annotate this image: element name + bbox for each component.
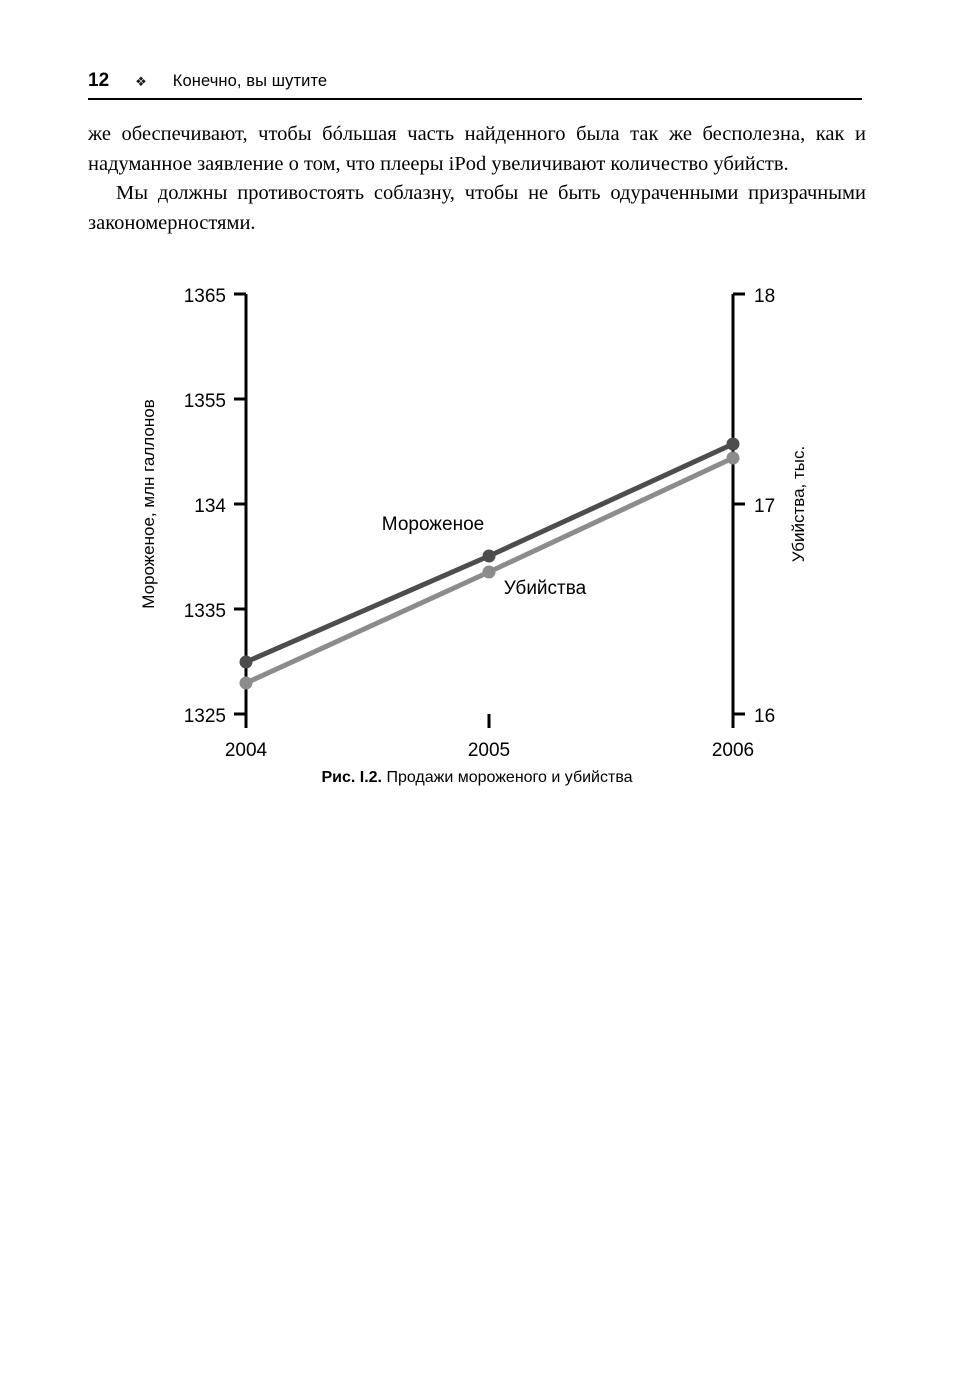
figure-caption-text: Продажи мороженого и убийства [386,769,633,786]
left-axis-title: Мороженое, млн галлонов [139,399,158,609]
x-tick-label-0: 2004 [224,740,268,761]
series-label-homicides: Убийства [503,578,587,599]
series-point-icecream-2004 [240,656,253,669]
left-tick-label-4: 1365 [183,286,226,307]
series-label-icecream: Мороженое [381,514,485,535]
diamond-ornament-icon: ❖ [135,73,147,89]
right-tick-label-0: 16 [754,706,776,727]
figure-caption-number: Рис. I.2. [321,769,382,786]
figure-1-2 [88,272,866,802]
chapter-title: Конечно, вы шутите [172,71,328,90]
x-tick-label-2: 2006 [711,740,755,761]
paragraph-2: Мы должны противостоять соблазну, чтобы не быть одураченными призрачными закономерностями. [88,182,866,234]
right-axis-title: Убийства, тыс. [789,445,808,563]
chart-icecream-vs-homicides [88,272,866,762]
figure-caption [88,769,866,787]
left-tick-label-0: 1325 [183,706,226,727]
right-tick-label-1: 17 [754,496,776,517]
series-point-icecream-2005 [483,550,496,563]
x-tick-label-1: 2005 [467,740,511,761]
left-tick-label-1: 1335 [183,601,226,622]
paragraph-1: же обеспечивают, чтобы бóльшая часть найденного была так же бесполезна, как и надуманное заявление о том, что плееры iPod увеличивают количество убийств. [88,123,866,175]
right-tick-label-2: 18 [754,286,776,307]
series-point-homicides-2005 [483,566,496,579]
body-text [88,120,866,238]
running-head [88,64,862,98]
left-tick-label-3: 1355 [183,391,226,412]
series-point-icecream-2006 [727,438,740,451]
series-point-homicides-2006 [727,452,740,465]
page-number: 12 [88,70,110,91]
left-tick-label-2: 134 [194,496,226,517]
header-divider [88,98,862,100]
series-point-homicides-2004 [240,677,253,690]
